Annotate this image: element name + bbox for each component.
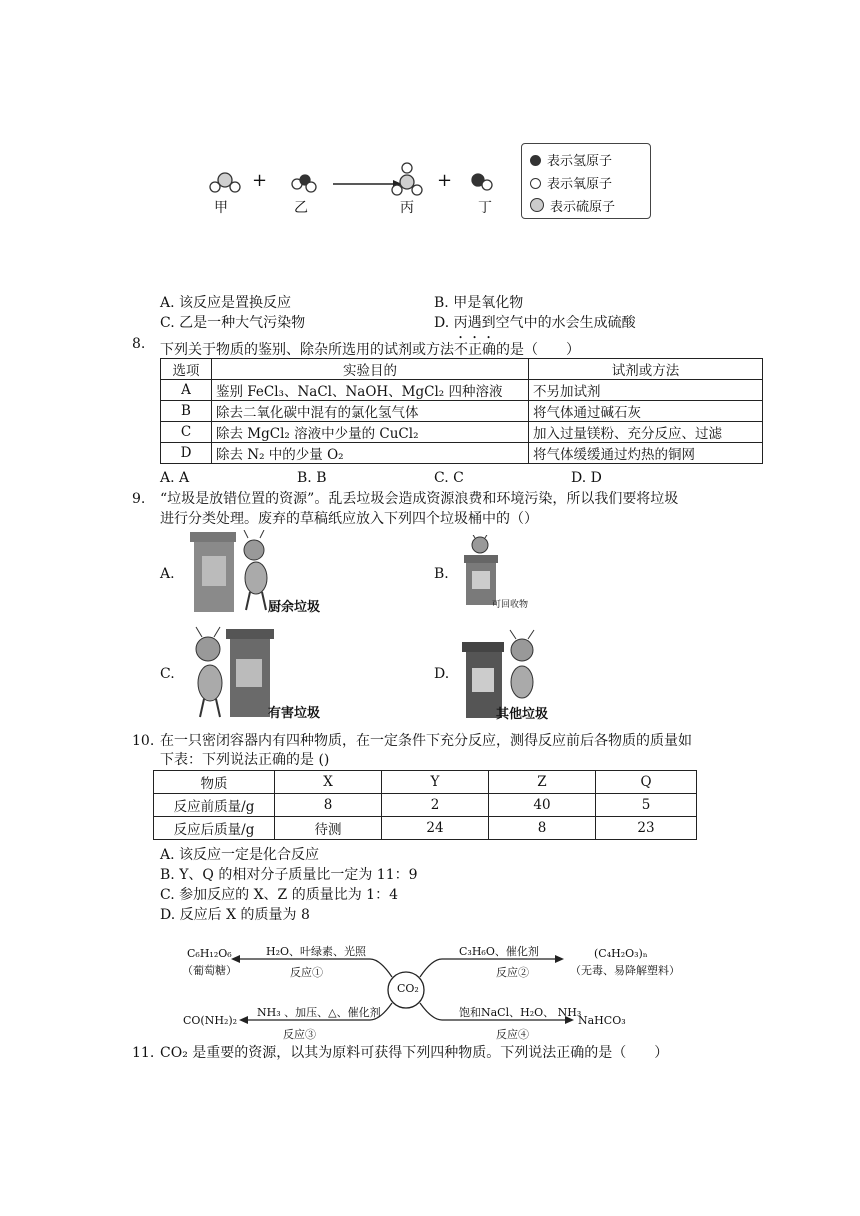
table-header: Y — [382, 771, 489, 794]
table-cell: 5 — [596, 794, 697, 817]
q8-answer-c: C. C — [434, 470, 464, 486]
table-row — [161, 380, 763, 401]
table-cell: 不另加试剂 — [529, 380, 763, 401]
q10-option-a: A. 该反应一定是化合反应 — [160, 847, 320, 863]
table-header-row — [154, 771, 697, 794]
table-header: X — [275, 771, 382, 794]
q8-answer-a: A. A — [160, 470, 190, 486]
table-header: 选项 — [161, 359, 212, 380]
table-cell: 将气体通过碱石灰 — [529, 401, 763, 422]
glucose-formula: C₆H₁₂O₆ — [187, 947, 232, 960]
table-cell: 40 — [489, 794, 596, 817]
q10-option-c: C. 参加反应的 X、Z 的质量比为 1：4 — [160, 887, 398, 903]
q9-option-a-key: A. — [160, 566, 175, 582]
table-cell: 反应前质量/g — [154, 794, 275, 817]
table-header: 试剂或方法 — [529, 359, 763, 380]
q9-stem-line2: 进行分类处理。废弃的草稿纸应放入下列四个垃圾桶中的（） — [160, 511, 538, 527]
reaction1-conditions: H₂O、叶绿素、光照 — [266, 945, 367, 958]
plastic-name: （无毒、易降解塑料） — [570, 964, 680, 977]
table-cell: B — [161, 401, 212, 422]
q10-table — [153, 770, 697, 840]
q7-option-a: A. 该反应是置换反应 — [160, 295, 292, 311]
atom-legend — [521, 143, 651, 219]
table-cell: 8 — [489, 817, 596, 840]
emphasis-text: 不正确 — [454, 342, 496, 358]
molecule-label-bing: 丙 — [400, 200, 414, 216]
table-header: Q — [596, 771, 697, 794]
plastic-formula: (C₄H₂O₃)ₙ — [594, 947, 648, 960]
table-row — [161, 401, 763, 422]
urea-formula: CO(NH₂)₂ — [183, 1014, 238, 1027]
reaction2-label: 反应② — [496, 966, 529, 979]
molecule-diagram — [195, 160, 515, 220]
bin-label-recyclable: 可回收物 — [492, 600, 529, 610]
table-cell: 待测 — [275, 817, 382, 840]
plus-sign: + — [437, 170, 453, 191]
table-row — [154, 794, 697, 817]
table-cell: 除去二氧化碳中混有的氯化氢气体 — [212, 401, 529, 422]
reaction3-label: 反应③ — [283, 1028, 316, 1041]
q10-number: 10. — [132, 733, 155, 749]
table-row — [154, 817, 697, 840]
bin-label-other: 其他垃圾 — [496, 707, 549, 722]
table-cell: 2 — [382, 794, 489, 817]
table-cell: A — [161, 380, 212, 401]
reaction3-conditions: NH₃ 、加压、△、催化剂 — [257, 1006, 381, 1019]
q8-table — [160, 358, 763, 464]
reaction4-label: 反应④ — [496, 1028, 529, 1041]
q7-option-c: C. 乙是一种大气污染物 — [160, 315, 306, 331]
q8-stem: 下列关于物质的鉴别、除杂所选用的试剂或方法不正确的是（ ） — [160, 342, 580, 358]
q11-number: 11. — [132, 1045, 155, 1061]
table-header: Z — [489, 771, 596, 794]
reaction1-label: 反应① — [290, 966, 323, 979]
reaction4-conditions: 饱和NaCl、H₂O、 NH₃ — [459, 1006, 582, 1019]
q11-stem: CO₂ 是重要的资源，以其为原料可获得下列四种物质。下列说法正确的是（ ） — [160, 1045, 669, 1061]
q10-stem-line2: 下表：下列说法正确的是 () — [160, 752, 330, 768]
table-row — [161, 443, 763, 464]
q10-option-d: D. 反应后 X 的质量为 8 — [160, 907, 310, 923]
table-header: 实验目的 — [212, 359, 529, 380]
molecule-label-ding: 丁 — [478, 200, 492, 216]
q8-number: 8. — [132, 336, 146, 352]
table-cell: C — [161, 422, 212, 443]
q8-answer-d: D. D — [571, 470, 602, 486]
table-cell: 反应后质量/g — [154, 817, 275, 840]
q7-option-d: D. 丙遇到空气中的水会生成硫酸 — [434, 315, 636, 331]
sodium-bicarbonate-formula: NaHCO₃ — [578, 1014, 626, 1027]
table-cell: 23 — [596, 817, 697, 840]
q8-answer-b: B. B — [297, 470, 327, 486]
table-cell: 8 — [275, 794, 382, 817]
hydrogen-atom-icon — [530, 155, 541, 166]
table-cell: D — [161, 443, 212, 464]
legend-hydrogen: 表示氢原子 — [547, 154, 613, 169]
plus-sign: + — [252, 170, 268, 191]
legend-oxygen: 表示氧原子 — [547, 177, 613, 192]
table-row — [161, 422, 763, 443]
table-cell: 除去 MgCl₂ 溶液中少量的 CuCl₂ — [212, 422, 529, 443]
table-cell: 将气体缓缓通过灼热的铜网 — [529, 443, 763, 464]
glucose-name: （葡萄糖） — [182, 964, 237, 977]
molecule-label-jia: 甲 — [214, 200, 228, 216]
legend-sulfur: 表示硫原子 — [550, 200, 616, 215]
table-cell: 加入过量镁粉、充分反应、过滤 — [529, 422, 763, 443]
bin-label-food-waste: 厨余垃圾 — [268, 600, 321, 615]
co2-center-label: CO₂ — [397, 982, 419, 995]
reaction2-conditions: C₃H₆O、催化剂 — [459, 945, 539, 958]
q9-option-c-key: C. — [160, 666, 175, 682]
table-cell: 24 — [382, 817, 489, 840]
table-header: 物质 — [154, 771, 275, 794]
q9-option-b-key: B. — [434, 566, 449, 582]
q9-option-d-key: D. — [434, 666, 450, 682]
q7-option-b: B. 甲是氧化物 — [434, 295, 524, 311]
q9-number: 9. — [132, 491, 146, 507]
sulfur-atom-icon — [530, 198, 544, 212]
table-cell: 鉴别 FeCl₃、NaCl、NaOH、MgCl₂ 四种溶液 — [212, 380, 529, 401]
bin-label-hazardous: 有害垃圾 — [268, 706, 321, 721]
oxygen-atom-icon — [530, 178, 541, 189]
q10-stem-line1: 在一只密闭容器内有四种物质，在一定条件下充分反应，测得反应前后各物质的质量如 — [160, 733, 692, 749]
table-header-row — [161, 359, 763, 380]
q10-option-b: B. Y、Q 的相对分子质量比一定为 11：9 — [160, 867, 418, 883]
molecule-label-yi: 乙 — [294, 200, 308, 216]
q9-stem-line1: “垃圾是放错位置的资源”。乱丢垃圾会造成资源浪费和环境污染，所以我们要将垃圾 — [160, 491, 679, 507]
table-cell: 除去 N₂ 中的少量 O₂ — [212, 443, 529, 464]
